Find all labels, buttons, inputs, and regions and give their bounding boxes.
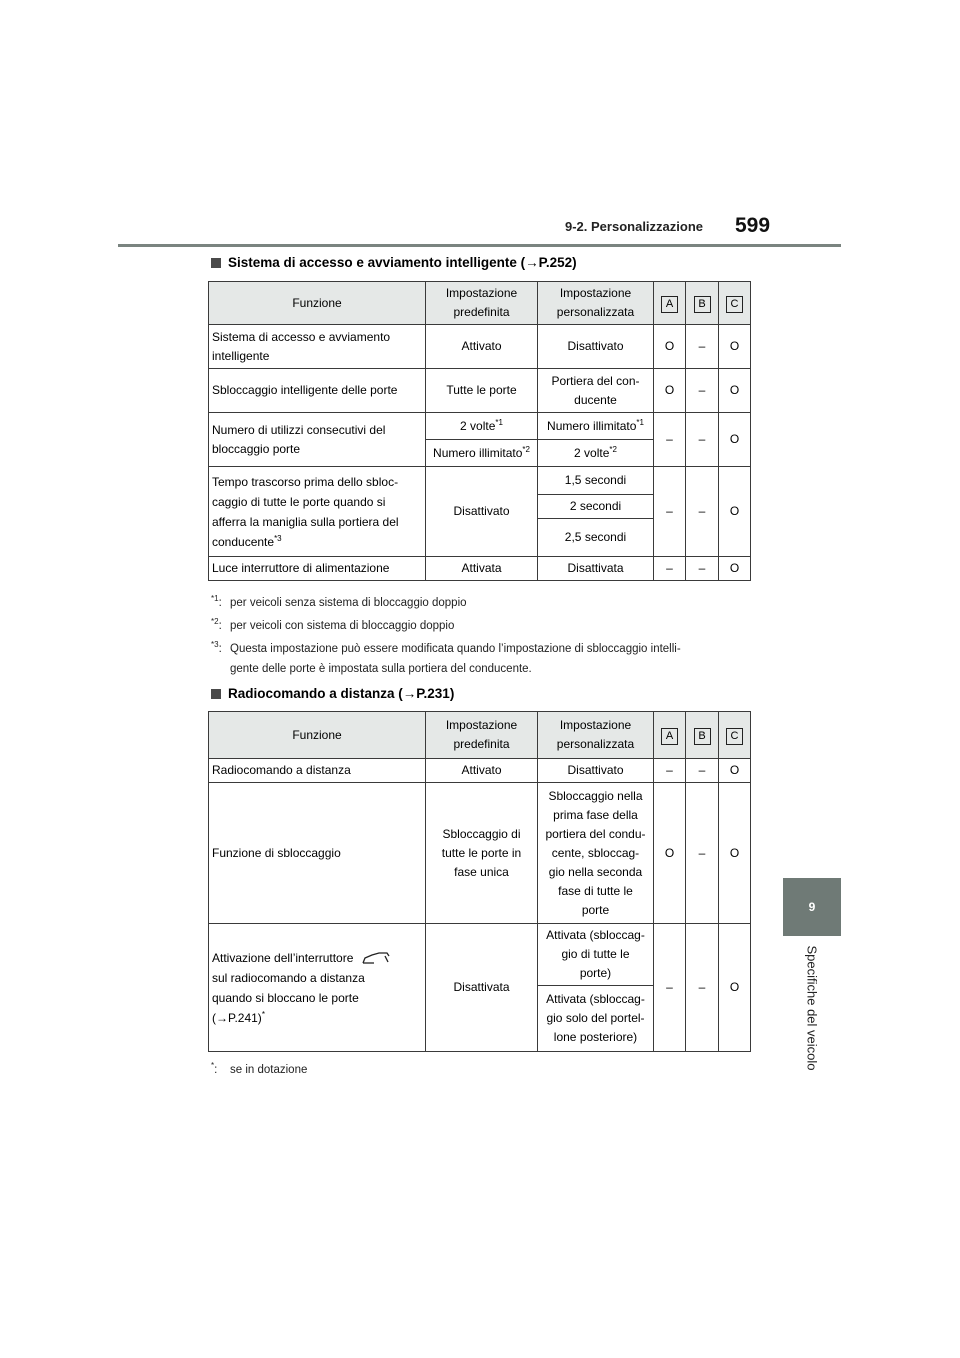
header-divider	[118, 244, 841, 247]
table-row	[209, 557, 751, 581]
table-row	[209, 467, 751, 495]
col-personalizzata: Impostazione personalizzata	[538, 712, 654, 759]
footnote-text: per veicoli con sistema di bloccaggio doppio	[230, 620, 455, 632]
table-row	[209, 413, 751, 440]
footnote-ref: *3	[274, 533, 282, 543]
cell-a: –	[654, 413, 686, 467]
cell-predef	[426, 440, 538, 467]
footnote-mark: *3	[211, 640, 219, 650]
cell-a: O	[654, 783, 686, 924]
col-a	[654, 712, 686, 759]
cell-funzione: Luce interruttore di alimentazione	[209, 557, 426, 581]
footnote-optional: *: se in dotazione	[211, 1061, 308, 1076]
remote-table	[208, 711, 751, 1052]
box-c: C	[726, 728, 743, 745]
cell-b: –	[686, 369, 719, 413]
footnote-ref: *2	[522, 444, 530, 454]
chapter-label: Specifiche del veicolo	[804, 945, 820, 1071]
cell-c: O	[719, 557, 751, 581]
cell-a: O	[654, 369, 686, 413]
cell-text: Tempo trascorso prima dello sbloc- caggio di tutte le porte quando si afferra la maniglia sulla portiera del conducente	[212, 474, 399, 549]
cell-funzione: Sbloccaggio intelligente delle porte	[209, 369, 426, 413]
footnote-1: $^{*1}$: per veicoli senza sistema di bloccaggio doppio	[211, 594, 467, 609]
box-b: B	[694, 296, 711, 313]
col-b	[686, 282, 719, 325]
cell-predef	[426, 413, 538, 440]
cell-predef: Sbloccaggio di tutte le porte in fase unica	[426, 783, 538, 924]
bullet-square-icon	[211, 258, 221, 268]
footnote-text: se in dotazione	[230, 1064, 308, 1076]
cell-c: O	[719, 924, 751, 1052]
cell-c: O	[719, 783, 751, 924]
section-title-remote	[211, 686, 454, 701]
page-number: 599	[735, 214, 771, 237]
table-row	[209, 325, 751, 369]
cell-pers: 1,5 secondi	[538, 467, 654, 495]
cell-c: O	[719, 413, 751, 467]
cell-pers	[538, 413, 654, 440]
table-row	[209, 924, 751, 986]
col-personalizzata: Impostazione personalizzata	[538, 282, 654, 325]
cell-pers: Attivata (sbloccag- gio solo del portel- lone posteriore)	[538, 986, 654, 1052]
cell-funzione: Funzione di sbloccaggio	[209, 783, 426, 924]
cell-predef: Tutte le porte	[426, 369, 538, 413]
cell-b: –	[686, 759, 719, 783]
box-a: A	[661, 296, 678, 313]
table-header-row	[209, 282, 751, 325]
cell-text: Numero illimitato	[433, 445, 523, 460]
cell-c: O	[719, 759, 751, 783]
footnote-3: $^{*3}$: Questa impostazione può essere modificata quando l’impostazione di sbloccaggio intelli- gente delle porte è impostata sulla portiera del conducente.	[211, 640, 681, 678]
cell-funzione	[209, 467, 426, 557]
cell-funzione: Radiocomando a distanza	[209, 759, 426, 783]
cell-funzione	[209, 924, 426, 1052]
cell-a: –	[654, 467, 686, 557]
cell-text: 2 volte	[460, 418, 496, 433]
cell-text: Numero illimitato	[547, 418, 637, 433]
section-title-smart-entry	[211, 255, 577, 270]
cell-predef: Disattivato	[426, 467, 538, 557]
section-title-text: Sistema di accesso e avviamento intelligente (→P.252)	[228, 255, 577, 270]
smart-entry-table	[208, 281, 751, 581]
col-predefinita: Impostazione predefinita	[426, 712, 538, 759]
box-c: C	[726, 296, 743, 313]
cell-a: –	[654, 924, 686, 1052]
table-row	[209, 759, 751, 783]
cell-pers: Portiera del con- ducente	[538, 369, 654, 413]
cell-predef: Attivato	[426, 325, 538, 369]
footnote-mark: *	[211, 1061, 215, 1071]
col-c	[719, 712, 751, 759]
col-b	[686, 712, 719, 759]
cell-predef: Attivata	[426, 557, 538, 581]
cell-a: O	[654, 325, 686, 369]
box-a: A	[661, 728, 678, 745]
col-funzione: Funzione	[209, 282, 426, 325]
box-b: B	[694, 728, 711, 745]
table-header-row	[209, 712, 751, 759]
col-funzione: Funzione	[209, 712, 426, 759]
cell-b: –	[686, 325, 719, 369]
footnote-text-continued: gente delle porte è impostata sulla portiera del conducente.	[230, 663, 532, 675]
chapter-tab: 9	[783, 878, 841, 936]
footnote-ref: *	[261, 1009, 265, 1019]
cell-c: O	[719, 325, 751, 369]
cell-text: 2 volte	[574, 445, 610, 460]
cell-a: –	[654, 759, 686, 783]
bullet-square-icon	[211, 689, 221, 699]
cell-funzione: Numero di utilizzi consecutivi del bloccaggio porte	[209, 413, 426, 467]
cell-funzione: Sistema di accesso e avviamento intelligente	[209, 325, 426, 369]
cell-pers: 2,5 secondi	[538, 519, 654, 557]
cell-pers: Sbloccaggio nella prima fase della portiera del condu- cente, sbloccag- gio nella seconda fase di tutte le porte	[538, 783, 654, 924]
footnote-mark: *1	[211, 594, 219, 604]
cell-text: Attivazione dell’interruttore	[212, 950, 354, 965]
table-row	[209, 369, 751, 413]
cell-b: –	[686, 557, 719, 581]
cell-c: O	[719, 369, 751, 413]
cell-pers: Disattivato	[538, 759, 654, 783]
cell-pers: Disattivato	[538, 325, 654, 369]
footnote-text: Questa impostazione può essere modificata quando l’impostazione di sbloccaggio intelli-	[230, 643, 681, 655]
footnote-ref: *2	[609, 444, 617, 454]
col-a	[654, 282, 686, 325]
cell-a: –	[654, 557, 686, 581]
car-back-door-icon	[361, 950, 391, 966]
cell-pers	[538, 440, 654, 467]
cell-b: –	[686, 467, 719, 557]
cell-text: sul radiocomando a distanza quando si bloccano le porte (→P.241)	[212, 970, 365, 1025]
cell-b: –	[686, 924, 719, 1052]
cell-c: O	[719, 467, 751, 557]
cell-b: –	[686, 413, 719, 467]
cell-pers: Disattivata	[538, 557, 654, 581]
footnote-text: per veicoli senza sistema di bloccaggio doppio	[230, 597, 467, 609]
footnote-2: $^{*2}$: per veicoli con sistema di bloccaggio doppio	[211, 617, 455, 632]
footnote-ref: *1	[495, 417, 503, 427]
table-row	[209, 783, 751, 924]
section-header: 9-2. Personalizzazione	[565, 219, 703, 234]
footnote-mark: *2	[211, 617, 219, 627]
col-predefinita: Impostazione predefinita	[426, 282, 538, 325]
col-c	[719, 282, 751, 325]
cell-pers: Attivata (sbloccag- gio di tutte le porte)	[538, 924, 654, 986]
cell-predef: Attivato	[426, 759, 538, 783]
footnote-ref: *1	[636, 417, 644, 427]
cell-b: –	[686, 783, 719, 924]
cell-predef: Disattivata	[426, 924, 538, 1052]
cell-pers: 2 secondi	[538, 495, 654, 519]
section-title-text: Radiocomando a distanza (→P.231)	[228, 686, 455, 701]
